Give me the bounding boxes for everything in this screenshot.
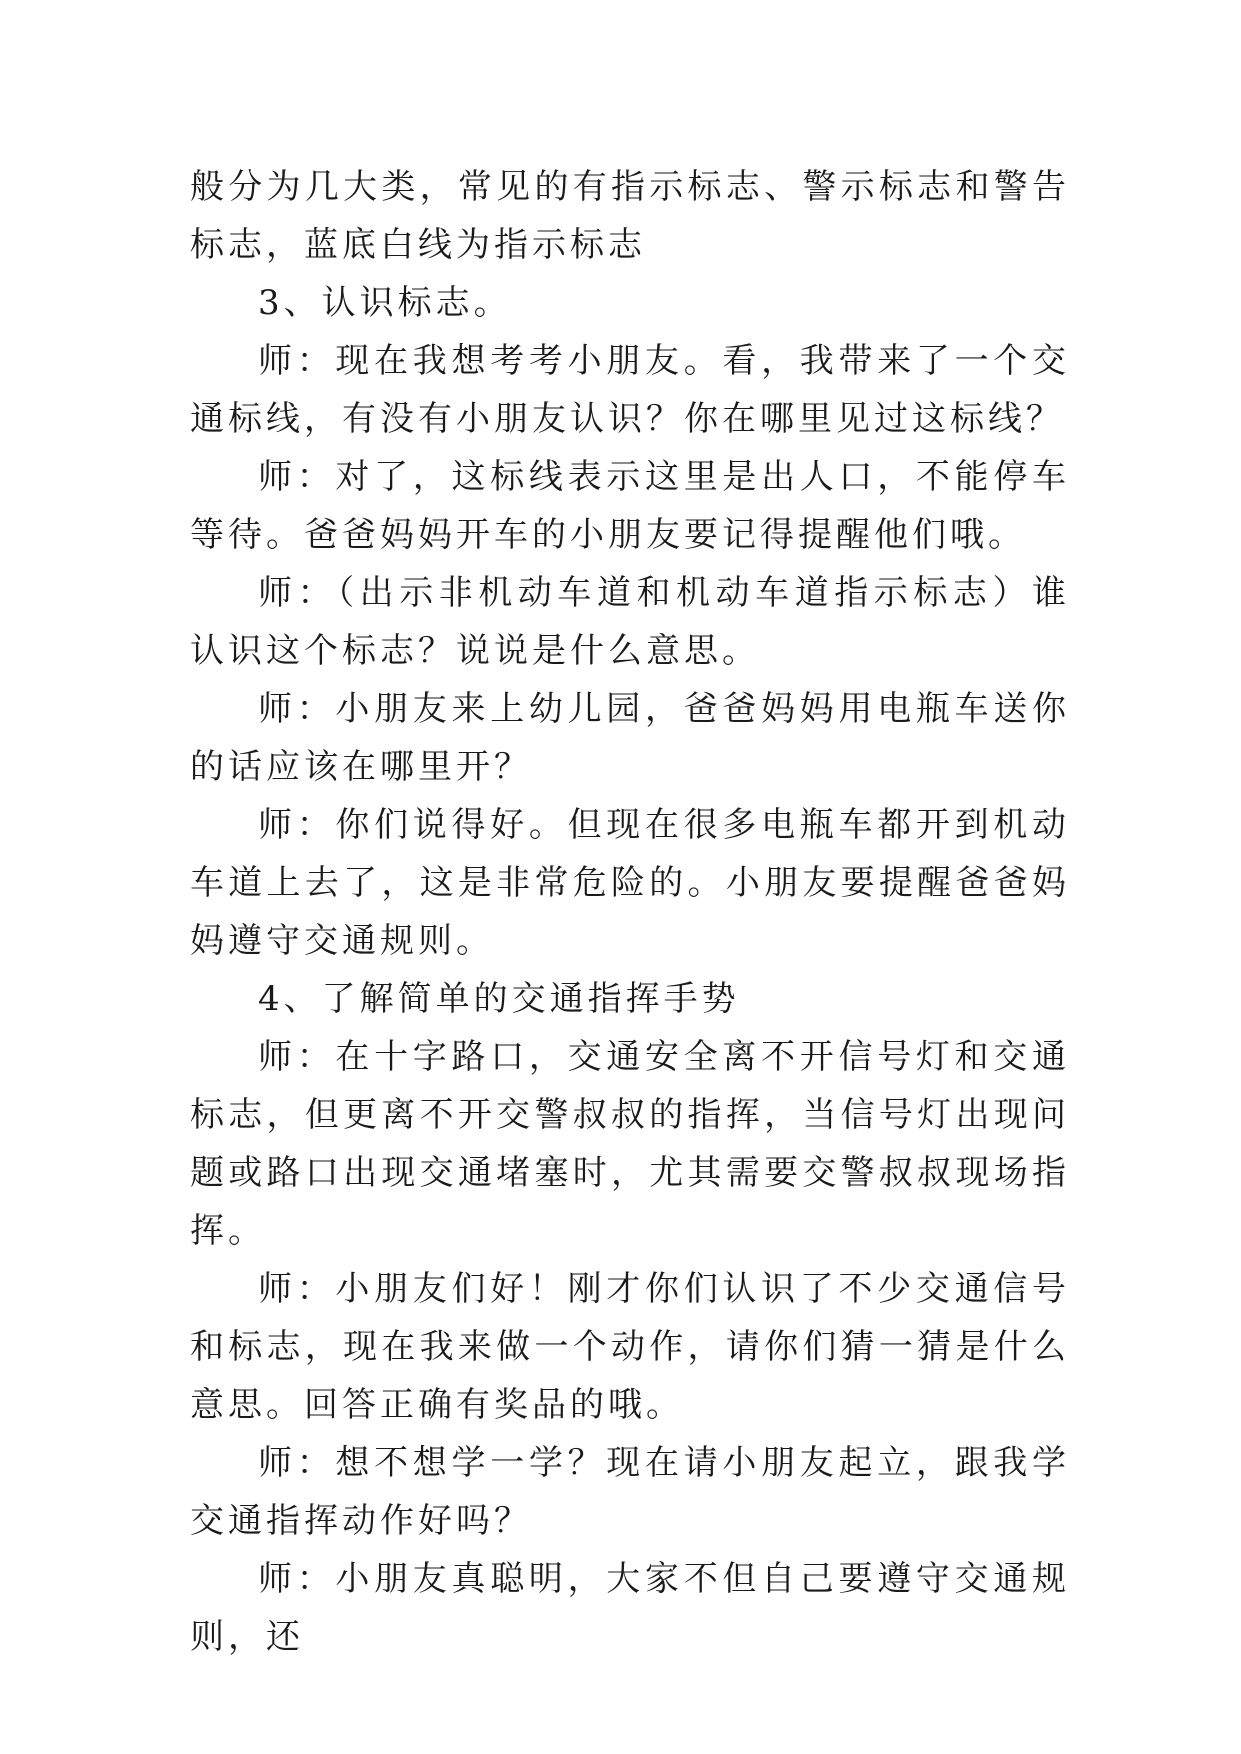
paragraph-9: 师：在十字路口，交通安全离不开信号灯和交通标志，但更离不开交警叔叔的指挥，当信号灯出现问题或路口出现交通堵塞时，尤其需要交警叔叔现场指挥。 [190,1037,1070,1251]
paragraph-7: 师：你们说得好。但现在很多电瓶车都开到机动车道上去了，这是非常危险的。小朋友要提醒爸爸妈妈遵守交通规则。 [190,805,1070,961]
paragraph-2: 3、认识标志。 [258,283,512,323]
paragraph-4: 师：对了，这标线表示这里是出人口，不能停车等待。爸爸妈妈开车的小朋友要记得提醒他们哦。 [190,457,1070,555]
paragraph-3: 师：现在我想考考小朋友。看，我带来了一个交通标线，有没有小朋友认识？你在哪里见过这标线？ [190,341,1070,439]
paragraph-5: 师：（出示非机动车道和机动车道指示标志）谁认识这个标志？说说是什么意思。 [190,573,1070,671]
document-body [190,158,1070,1666]
paragraph-6: 师：小朋友来上幼儿园，爸爸妈妈用电瓶车送你的话应该在哪里开？ [190,689,1070,787]
paragraph-12: 师：小朋友真聪明，大家不但自己要遵守交通规则，还 [190,1559,1070,1657]
paragraph-1: 般分为几大类，常见的有指示标志、警示标志和警告标志，蓝底白线为指示标志 [190,167,1070,265]
paragraph-8: 4、了解简单的交通指挥手势 [258,979,740,1019]
paragraph-11: 师：想不想学一学？现在请小朋友起立，跟我学交通指挥动作好吗？ [190,1443,1070,1541]
paragraph-10: 师：小朋友们好！刚才你们认识了不少交通信号和标志，现在我来做一个动作，请你们猜一猜是什么意思。回答正确有奖品的哦。 [190,1269,1070,1425]
